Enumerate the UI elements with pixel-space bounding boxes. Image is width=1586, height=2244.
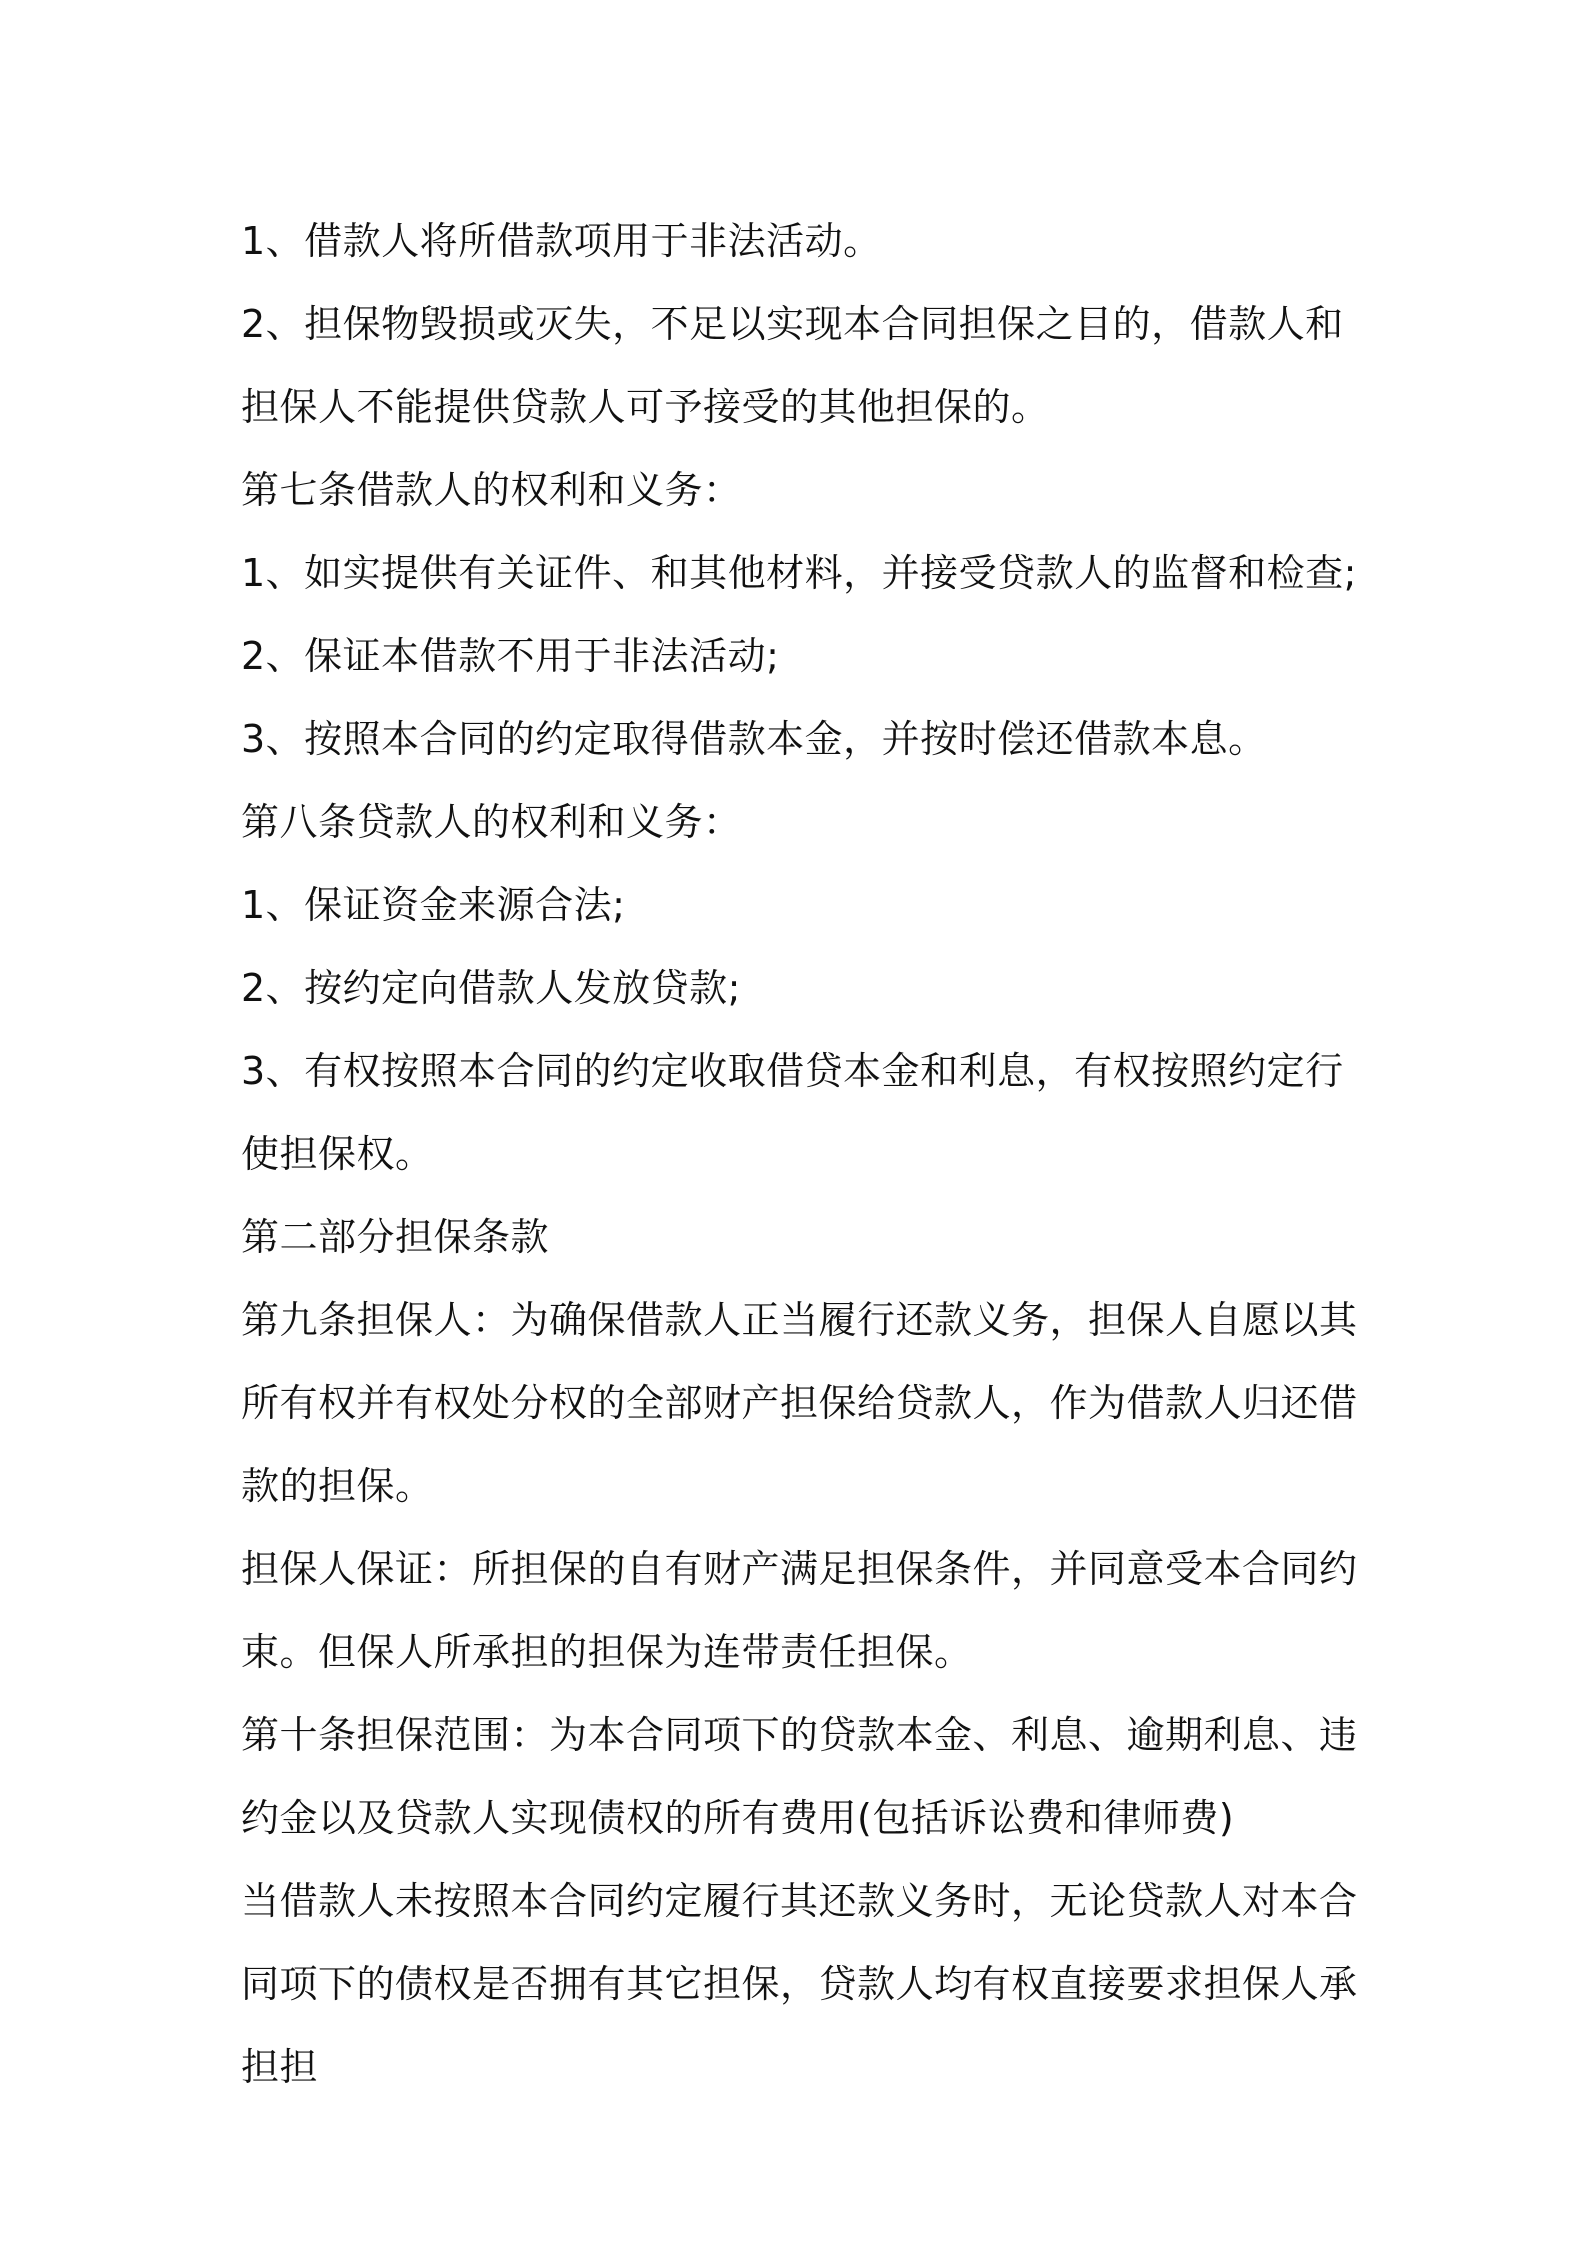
clause-paragraph: 当借款人未按照本合同约定履行其还款义务时，无论贷款人对本合同项下的债权是否拥有其它担保，贷款人均有权直接要求担保人承担担 [241, 1879, 1358, 2089]
clause-paragraph: 3、按照本合同的约定取得借款本金，并按时偿还借款本息。 [241, 717, 1267, 761]
section-paragraph-article-10: 第十条担保范围：为本合同项下的贷款本金、利息、逾期利息、违约金以及贷款人实现债权的所有费用(包括诉讼费和律师费) [241, 1713, 1358, 1840]
section-heading-article-8: 第八条贷款人的权利和义务： [241, 800, 742, 844]
section-paragraph-article-9: 第九条担保人：为确保借款人正当履行还款义务，担保人自愿以其所有权并有权处分权的全部财产担保给贷款人，作为借款人归还借款的担保。 [241, 1298, 1358, 1508]
clause-paragraph: 3、有权按照本合同的约定收取借贷本金和利息，有权按照约定行使担保权。 [241, 1049, 1344, 1176]
clause-paragraph: 2、担保物毁损或灭失，不足以实现本合同担保之目的，借款人和担保人不能提供贷款人可予接受的其他担保的。 [241, 302, 1344, 429]
clause-paragraph: 2、保证本借款不用于非法活动; [241, 634, 780, 678]
part-heading-guarantee: 第二部分担保条款 [241, 1215, 550, 1259]
guarantor-statement: 担保人保证：所担保的自有财产满足担保条件，并同意受本合同约束。但保人所承担的担保为连带责任担保。 [241, 1547, 1358, 1674]
clause-paragraph: 2、按约定向借款人发放贷款; [241, 966, 741, 1010]
section-heading-article-7: 第七条借款人的权利和义务： [241, 468, 742, 512]
clause-paragraph: 1、如实提供有关证件、和其他材料，并接受贷款人的监督和检查; [241, 551, 1357, 595]
clause-paragraph: 1、借款人将所借款项用于非法活动。 [241, 219, 882, 263]
document-body [241, 200, 1361, 2109]
clause-paragraph: 1、保证资金来源合法; [241, 883, 626, 927]
